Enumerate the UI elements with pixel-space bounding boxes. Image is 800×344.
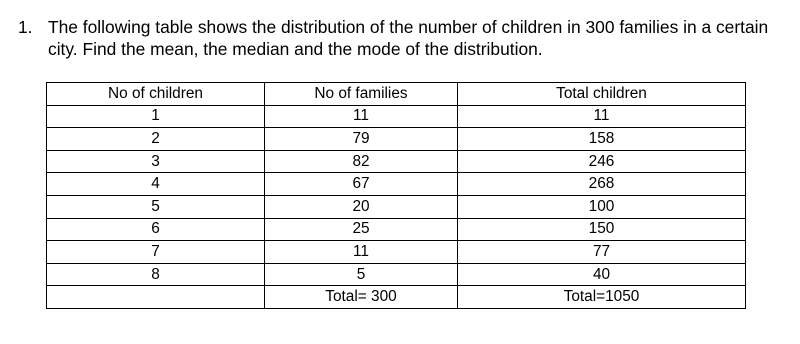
cell-total-children: Total=1050 [458,286,746,309]
cell-total: 11 [458,105,746,128]
cell-total: 246 [458,150,746,173]
cell-families: 20 [265,195,458,218]
cell-children: 4 [47,173,265,196]
cell-children: 7 [47,241,265,264]
table-row [47,128,746,151]
cell-families: 11 [265,105,458,128]
cell-total: 150 [458,218,746,241]
cell-total: 100 [458,195,746,218]
table-row [47,105,746,128]
cell-families: 25 [265,218,458,241]
cell-totals-blank [47,286,265,309]
table-totals-row [47,286,746,309]
cell-children: 2 [47,128,265,151]
cell-total: 40 [458,263,746,286]
header-no-of-children: No of children [47,83,265,106]
question [18,16,794,60]
cell-families: 67 [265,173,458,196]
header-total-children: Total children [458,83,746,106]
cell-families: 82 [265,150,458,173]
cell-total: 268 [458,173,746,196]
cell-total-families: Total= 300 [265,286,458,309]
table-row [47,218,746,241]
table-row [47,195,746,218]
table-header-row [47,83,746,106]
cell-children: 1 [47,105,265,128]
cell-total: 77 [458,241,746,264]
table-row [47,241,746,264]
cell-children: 8 [47,263,265,286]
cell-children: 5 [47,195,265,218]
cell-children: 6 [47,218,265,241]
question-number: 1. [18,17,33,37]
header-no-of-families: No of families [265,83,458,106]
cell-children: 3 [47,150,265,173]
table-row [47,263,746,286]
cell-families: 5 [265,263,458,286]
question-text: The following table shows the distribution of the number of children in 300 families in a certain city. Find the mean, the median and the mode of the distribution. [48,17,769,59]
cell-families: 79 [265,128,458,151]
distribution-table [46,82,746,309]
table-row [47,173,746,196]
cell-families: 11 [265,241,458,264]
cell-total: 158 [458,128,746,151]
table-row [47,150,746,173]
